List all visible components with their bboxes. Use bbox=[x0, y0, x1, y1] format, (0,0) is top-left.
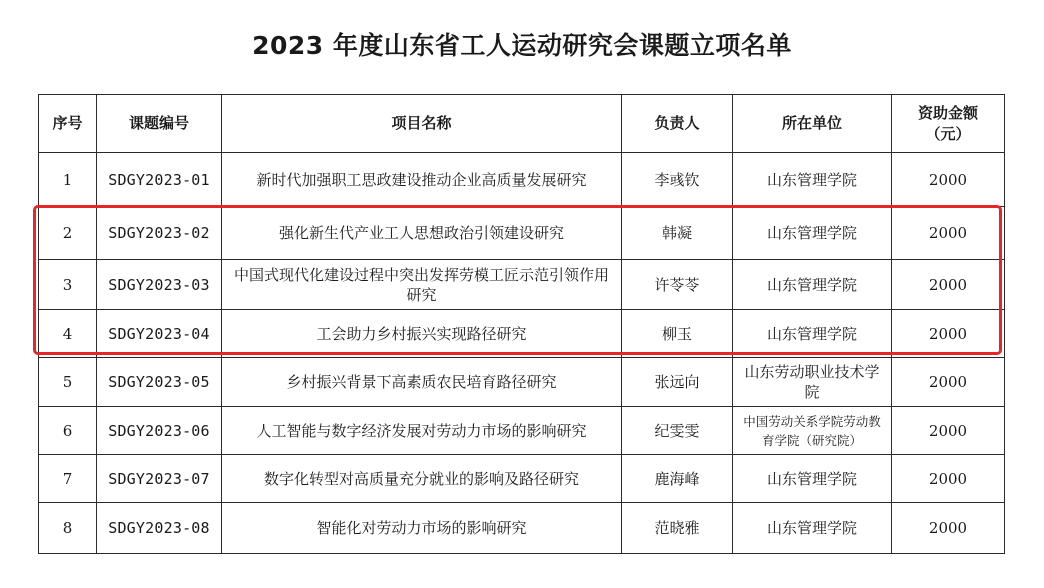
cell-amount: 2000 bbox=[892, 455, 1005, 503]
cell-code: SDGY2023-01 bbox=[97, 153, 222, 207]
cell-name: 强化新生代产业工人思想政治引领建设研究 bbox=[222, 207, 622, 260]
header-index: 序号 bbox=[39, 95, 97, 153]
page-title: 2023 年度山东省工人运动研究会课题立项名单 bbox=[252, 31, 792, 60]
cell-leader: 李彧钦 bbox=[622, 153, 733, 207]
cell-code: SDGY2023-05 bbox=[97, 358, 222, 407]
cell-name: 人工智能与数字经济发展对劳动力市场的影响研究 bbox=[222, 407, 622, 455]
cell-leader: 韩凝 bbox=[622, 207, 733, 260]
cell-unit: 中国劳动关系学院劳动教育学院（研究院） bbox=[733, 407, 892, 455]
cell-index: 2 bbox=[39, 207, 97, 260]
cell-index: 3 bbox=[39, 260, 97, 310]
cell-leader: 许苓苓 bbox=[622, 260, 733, 310]
cell-unit: 山东管理学院 bbox=[733, 153, 892, 207]
cell-name: 新时代加强职工思政建设推动企业高质量发展研究 bbox=[222, 153, 622, 207]
header-name: 项目名称 bbox=[222, 95, 622, 153]
header-code: 课题编号 bbox=[97, 95, 222, 153]
cell-leader: 柳玉 bbox=[622, 310, 733, 358]
cell-index: 4 bbox=[39, 310, 97, 358]
header-leader: 负责人 bbox=[622, 95, 733, 153]
cell-unit: 山东管理学院 bbox=[733, 310, 892, 358]
cell-amount: 2000 bbox=[892, 407, 1005, 455]
cell-amount: 2000 bbox=[892, 260, 1005, 310]
cell-code: SDGY2023-02 bbox=[97, 207, 222, 260]
table-row bbox=[39, 260, 1005, 310]
cell-code: SDGY2023-06 bbox=[97, 407, 222, 455]
table-row bbox=[39, 153, 1005, 207]
cell-code: SDGY2023-08 bbox=[97, 503, 222, 554]
table-header-row bbox=[39, 95, 1005, 153]
cell-index: 7 bbox=[39, 455, 97, 503]
cell-unit: 山东管理学院 bbox=[733, 260, 892, 310]
table-row bbox=[39, 407, 1005, 455]
cell-name: 智能化对劳动力市场的影响研究 bbox=[222, 503, 622, 554]
cell-amount: 2000 bbox=[892, 358, 1005, 407]
cell-leader: 纪雯雯 bbox=[622, 407, 733, 455]
header-amount-line1: 资助金额 bbox=[917, 103, 978, 122]
cell-index: 5 bbox=[39, 358, 97, 407]
cell-code: SDGY2023-04 bbox=[97, 310, 222, 358]
cell-unit: 山东管理学院 bbox=[733, 207, 892, 260]
table-row bbox=[39, 503, 1005, 554]
cell-name: 中国式现代化建设过程中突出发挥劳模工匠示范引领作用研究 bbox=[222, 260, 622, 310]
cell-unit: 山东管理学院 bbox=[733, 455, 892, 503]
cell-index: 6 bbox=[39, 407, 97, 455]
cell-code: SDGY2023-03 bbox=[97, 260, 222, 310]
cell-index: 1 bbox=[39, 153, 97, 207]
cell-name: 数字化转型对高质量充分就业的影响及路径研究 bbox=[222, 455, 622, 503]
header-amount bbox=[892, 95, 1005, 153]
cell-index: 8 bbox=[39, 503, 97, 554]
project-table bbox=[38, 94, 1005, 554]
cell-amount: 2000 bbox=[892, 207, 1005, 260]
table-row bbox=[39, 455, 1005, 503]
table-row bbox=[39, 310, 1005, 358]
cell-amount: 2000 bbox=[892, 153, 1005, 207]
cell-leader: 鹿海峰 bbox=[622, 455, 733, 503]
cell-amount: 2000 bbox=[892, 310, 1005, 358]
cell-code: SDGY2023-07 bbox=[97, 455, 222, 503]
cell-name: 乡村振兴背景下高素质农民培育路径研究 bbox=[222, 358, 622, 407]
header-unit: 所在单位 bbox=[733, 95, 892, 153]
cell-unit: 山东管理学院 bbox=[733, 503, 892, 554]
cell-leader: 张远向 bbox=[622, 358, 733, 407]
table-row bbox=[39, 207, 1005, 260]
cell-leader: 范晓雅 bbox=[622, 503, 733, 554]
cell-unit: 山东劳动职业技术学院 bbox=[733, 358, 892, 407]
table-row bbox=[39, 358, 1005, 407]
cell-name: 工会助力乡村振兴实现路径研究 bbox=[222, 310, 622, 358]
cell-amount: 2000 bbox=[892, 503, 1005, 554]
header-amount-line2: （元） bbox=[925, 124, 971, 143]
